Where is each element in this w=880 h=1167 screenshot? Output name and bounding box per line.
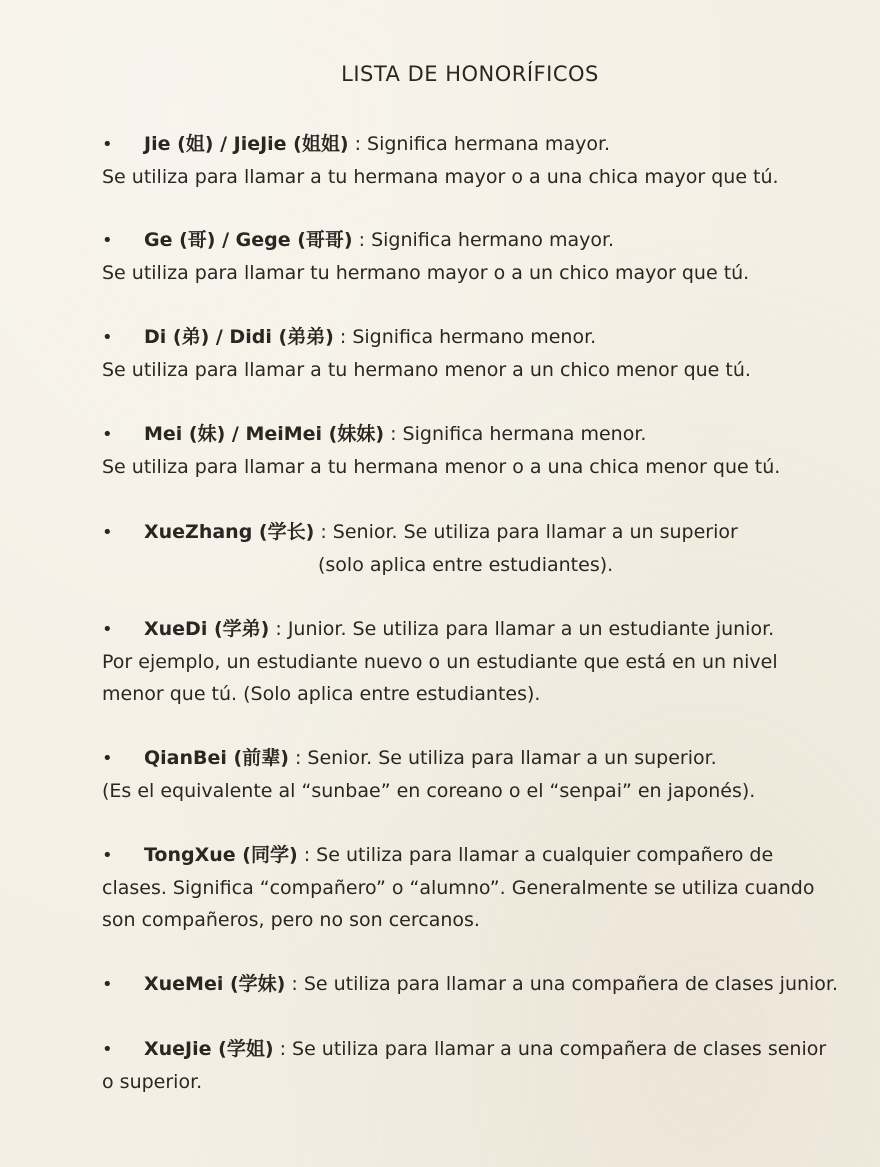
bullet: • [102,327,113,348]
bullet: • [102,134,113,155]
bullet: • [102,1039,113,1060]
list-item-xuezhang [102,516,842,581]
bullet: • [102,230,113,251]
meaning: : Se utiliza para llamar a una compañera de clases junior. [291,973,839,995]
term: XueMei (学妹) [144,973,286,995]
entry-description: clases. Significa “compañero” o “alumno”. Generalmente se utiliza cuando [102,877,815,899]
entry-description: menor que tú. (Solo aplica entre estudiantes). [102,683,541,705]
list-item-xuejie [102,1033,842,1098]
term: Di (弟) / Didi (弟弟) [144,326,334,348]
bullet: • [102,845,113,866]
entry-description: (Es el equivalente al “sunbae” en coreano o el “senpai” en japonés). [102,780,756,802]
list-item-di [102,321,842,386]
list-item-tongxue [102,839,842,936]
list-item-xuedi [102,613,842,710]
entry-first-line [102,839,842,872]
bullet: • [102,974,113,995]
meaning: : Se utiliza para llamar a una compañera de clases senior [279,1038,827,1060]
meaning: : Significa hermana mayor. [354,133,611,155]
entry-description: o superior. [102,1071,203,1093]
meaning: : Senior. Se utiliza para llamar a un superior [320,521,738,543]
bullet: • [102,424,113,445]
meaning: : Significa hermano mayor. [358,229,615,251]
list-item-mei [102,418,842,483]
entry-first-line [102,613,842,646]
entry-first-line [102,418,842,451]
list-item-ge [102,224,842,289]
entry-description: Se utiliza para llamar a tu hermano menor a un chico menor que tú. [102,359,751,381]
bullet: • [102,522,113,543]
term: XueJie (学姐) [144,1038,274,1060]
list-item-qianbei [102,742,842,807]
entry-description: son compañeros, pero no son cercanos. [102,909,480,931]
entry-description: Se utiliza para llamar tu hermano mayor o a un chico mayor que tú. [102,262,750,284]
list-item-xuemei [102,968,842,1001]
entry-first-line [102,516,842,549]
entry-first-line [102,321,842,354]
entry-first-line [102,968,842,1001]
meaning: : Junior. Se utiliza para llamar a un estudiante junior. [275,618,775,640]
meaning: : Se utiliza para llamar a cualquier compañero de [303,844,774,866]
entry-description: (solo aplica entre estudiantes). [318,554,614,576]
term: Ge (哥) / Gege (哥哥) [144,229,353,251]
entry-description: Se utiliza para llamar a tu hermana mayor o a una chica mayor que tú. [102,166,779,188]
entry-first-line [102,742,842,775]
term: TongXue (同学) [144,844,298,866]
entry-description: Por ejemplo, un estudiante nuevo o un estudiante que está en un nivel [102,651,778,673]
meaning: : Significa hermana menor. [390,423,647,445]
list-item-jie [102,128,842,193]
term: XueDi (学弟) [144,618,270,640]
term: Jie (姐) / JieJie (姐姐) [144,133,349,155]
term: Mei (妹) / MeiMei (妹妹) [144,423,385,445]
entry-description: Se utiliza para llamar a tu hermana menor o a una chica menor que tú. [102,456,781,478]
meaning: : Senior. Se utiliza para llamar a un superior. [294,747,717,769]
entry-first-line [102,1033,842,1066]
meaning: : Significa hermano menor. [339,326,597,348]
page-title: LISTA DE HONORÍFICOS [341,62,599,86]
term: XueZhang (学长) [144,521,315,543]
term: QianBei (前辈) [144,747,289,769]
bullet: • [102,748,113,769]
bullet: • [102,619,113,640]
entry-first-line [102,128,842,161]
entry-first-line [102,224,842,257]
